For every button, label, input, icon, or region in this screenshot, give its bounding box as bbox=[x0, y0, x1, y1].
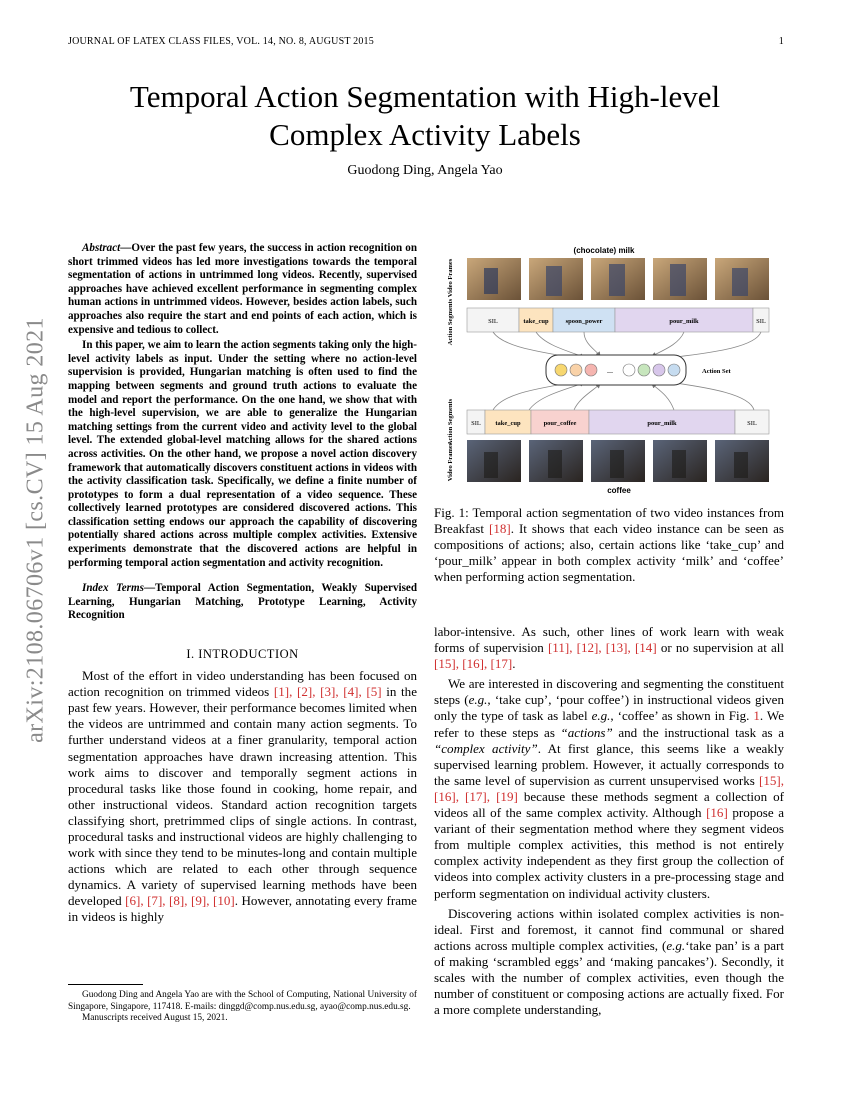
text-span: and the instructional task as a bbox=[612, 724, 784, 740]
caption-text-b: . It shows that each video instance can be seen as compositions of actions; also, certain actions like ‘take_cup’ and ‘pour_milk’ appear in both complex activity ‘milk’ and ‘coffee’ when performing action segmentation. bbox=[434, 521, 784, 585]
segment-label: SIL bbox=[756, 318, 766, 325]
abstract-paragraph-2: In this paper, we aim to learn the action segments taking only the high-level activity labels as input. Under the setting where no action-level supervision is provided, Hungarian matching is often used to find the mapping between segments and ground truth actions to evaluate the model and report the performance. On the one hand, we show that with the high-level supervision, we are able to generalize the Hungarian matching settings from the current video and activity level to the global level. The extended global-level matching allows for the shared actions across activities. On the other hand, we propose a novel action discovery framework that automatically discovers constituent actions in videos with the activity classification task. Specifically, we define a finite number of prototypes to form a dual representation of a video sequence. These collectively learned prototypes are considered discovered actions. This classification setting endows our approach the capability of discovering potentially shared actions across multiple complex activities. Extensive experiments demonstrate that the discovered actions are helpful in performing temporal action segmentation and activity recognition. bbox=[68, 339, 417, 569]
text-span: e.g. bbox=[666, 937, 686, 953]
text-span: or no supervision at all bbox=[656, 640, 785, 656]
text-span: . bbox=[512, 656, 516, 672]
figure-1-caption bbox=[434, 505, 784, 585]
text-span: e.g. bbox=[591, 708, 611, 724]
segment-label: SIL bbox=[488, 318, 498, 325]
row-label-video-frames-bottom: Video Frames bbox=[447, 442, 454, 482]
citation-link[interactable]: [16] bbox=[706, 805, 728, 821]
figure-1 bbox=[434, 240, 784, 502]
text-span: Discovering actions within isolated complex activities is non-ideal. First and foremost, it cannot find communal or shared actions across multiple complex activities, ( bbox=[434, 905, 784, 953]
text-span: , ‘take cup’, ‘pour coffee’) in instructional videos given only the type of task as label bbox=[434, 692, 785, 724]
figure-bottom-label: coffee bbox=[607, 486, 631, 495]
page-number: 1 bbox=[778, 36, 784, 47]
text-span: ‘take pan’ is a part of making ‘scrambled eggs’ and ‘making pancakes’). Secondly, it scales with the number of complex activities, even though the number of constituent or composing actions are actually fixed. For a more complete understanding, bbox=[434, 937, 784, 1018]
intro-text-c: . However, annotating every frame in videos is highly bbox=[68, 893, 417, 925]
action-set-ellipsis: ... bbox=[607, 366, 613, 375]
caption-text-a: Fig. 1: Temporal action segmentation of two video instances from Breakfast bbox=[434, 505, 784, 537]
footnote-rule bbox=[68, 984, 143, 985]
segment-label: SIL bbox=[747, 420, 757, 427]
right-paragraph-0 bbox=[434, 624, 784, 672]
left-column bbox=[68, 242, 417, 930]
abstract-text-1: —Over the past few years, the success in action recognition on short trimmed videos has led more investigations towards the temporal segmentation of actions in untrimmed long videos. Recently, supervised approaches have achieved excellent performance in segmenting complex human actions in untrimmed videos. However, besides action labels, such approaches also require the start and end points of each action, which is expensive and tedious to collect. bbox=[68, 242, 417, 336]
abstract-paragraph-1 bbox=[68, 242, 417, 337]
row-label-video-frames-top: Video Frames bbox=[447, 258, 454, 298]
arxiv-id: arXiv:2108.06706v1 [cs.CV] 15 Aug 2021 bbox=[22, 317, 49, 743]
index-terms-label: Index Terms bbox=[82, 582, 144, 595]
right-paragraph-1 bbox=[434, 676, 784, 901]
citation-link[interactable]: [18] bbox=[488, 521, 511, 537]
intro-text-b: in the past few years. However, their performance becomes limited when the videos are untrimmed and contain many action segments. To further understand videos at a finer granularity, temporal action segmentation approaches have drawn increasing attention. This work aims to discover and temporally segment actions in procedural tasks like those found in cooking, home repair, and other instructional videos. Standard action recognition targets classifying short, pretrimmed clips of single actions. In contrast, procedural tasks and instructional videos are highly challenging to work with since they tend to be minutes-long and contain multiple actions which are related to each other through sequence dynamics. A variety of supervised learning methods have been developed bbox=[68, 684, 417, 909]
title-line-2: Complex Activity Labels bbox=[269, 117, 581, 152]
introduction-body bbox=[68, 668, 417, 926]
segment-label: SIL bbox=[471, 420, 481, 427]
text-span: propose a variant of their segmentation method where they segment videos from multiple complex activities, this method is not entirely complex activity independent as they first group the collection of videos into complex activity clusters in a pre-processing stage and perform segmentation on individual activity clusters. bbox=[434, 805, 784, 901]
citation-link[interactable]: [15], [16], [17], [19] bbox=[434, 772, 784, 804]
row-label-action-segments-bottom: Action Segments bbox=[447, 398, 454, 446]
text-span: . At first glance, this seems like a weakly supervised learning problem. However, it actually corresponds to the same level of supervision as current unsupervised works bbox=[434, 740, 784, 788]
footnote-affiliation: Guodong Ding and Angela Yao are with the School of Computing, National University of Singapore, Singapore, 117418. E-mails: dinggd@comp.nus.edu.sg, ayao@comp.nus.edu.sg. bbox=[68, 990, 417, 1012]
segment-label: pour_milk bbox=[647, 420, 677, 427]
abstract bbox=[68, 242, 417, 570]
text-span: e.g. bbox=[468, 692, 488, 708]
segment-label: take_cup bbox=[523, 318, 549, 325]
segment-label: pour_coffee bbox=[543, 420, 577, 427]
index-terms-text: —Temporal Action Segmentation, Weakly Supervised Learning, Hungarian Matching, Prototype Learning, Activity Recognition bbox=[68, 582, 417, 622]
right-column-body bbox=[434, 624, 784, 1022]
footnote-received: Manuscripts received August 15, 2021. bbox=[82, 1013, 228, 1024]
text-span: , ‘coffee’ as shown in Fig. bbox=[610, 708, 754, 724]
citation-link[interactable]: [11], [12], [13], [14] bbox=[547, 640, 657, 656]
arxiv-stamp bbox=[16, 290, 56, 770]
text-span: “complex activity” bbox=[434, 740, 538, 756]
citation-link[interactable]: [6], [7], [8], [9], [10] bbox=[125, 893, 235, 909]
figure-top-label: (chocolate) milk bbox=[573, 246, 635, 255]
text-span: “actions” bbox=[560, 724, 613, 740]
text-span: labor-intensive. As such, other lines of work learn with weak forms of supervision bbox=[434, 624, 784, 656]
text-span: . We refer to these steps as bbox=[434, 708, 784, 740]
author-list: Guodong Ding, Angela Yao bbox=[347, 163, 503, 178]
section-heading-introduction: I. INTRODUCTION bbox=[186, 647, 299, 662]
top-action-segments bbox=[467, 308, 769, 332]
citation-link[interactable]: [15], [16], [17] bbox=[434, 656, 513, 672]
segment-label: spoon_power bbox=[565, 318, 603, 325]
top-video-frames bbox=[467, 258, 769, 300]
index-terms bbox=[68, 582, 417, 623]
running-header bbox=[68, 36, 784, 47]
abstract-label: Abstract bbox=[82, 242, 121, 254]
title-line-1: Temporal Action Segmentation with High-level bbox=[129, 79, 721, 114]
intro-paragraph-1 bbox=[68, 668, 417, 926]
figure-reference-link[interactable]: 1 bbox=[753, 708, 760, 724]
bottom-video-frames bbox=[467, 440, 769, 482]
right-paragraph-2 bbox=[434, 906, 784, 1019]
journal-name: JOURNAL OF LATEX CLASS FILES, VOL. 14, NO. 8, AUGUST 2015 bbox=[68, 36, 374, 47]
bottom-action-segments bbox=[467, 410, 769, 434]
segment-label: pour_milk bbox=[669, 318, 699, 325]
action-set-label: Action Set bbox=[702, 368, 731, 375]
segment-label: take_cup bbox=[495, 420, 521, 427]
citation-link[interactable]: [1], [2], [3], [4], [5] bbox=[273, 684, 382, 700]
text-span: We are interested in discovering and segmenting the constituent steps ( bbox=[434, 676, 784, 708]
paper-title bbox=[60, 78, 790, 154]
figure-1-diagram bbox=[434, 240, 784, 502]
row-label-action-segments-top: Action Segments bbox=[447, 298, 454, 346]
intro-text-a: Most of the effort in video understanding has been focused on action recognition on trimmed videos bbox=[68, 668, 417, 700]
text-span: because these methods segment a collection of videos all of the same complex activity. Although bbox=[434, 788, 785, 821]
action-set bbox=[546, 355, 732, 385]
footnote bbox=[68, 990, 417, 1025]
